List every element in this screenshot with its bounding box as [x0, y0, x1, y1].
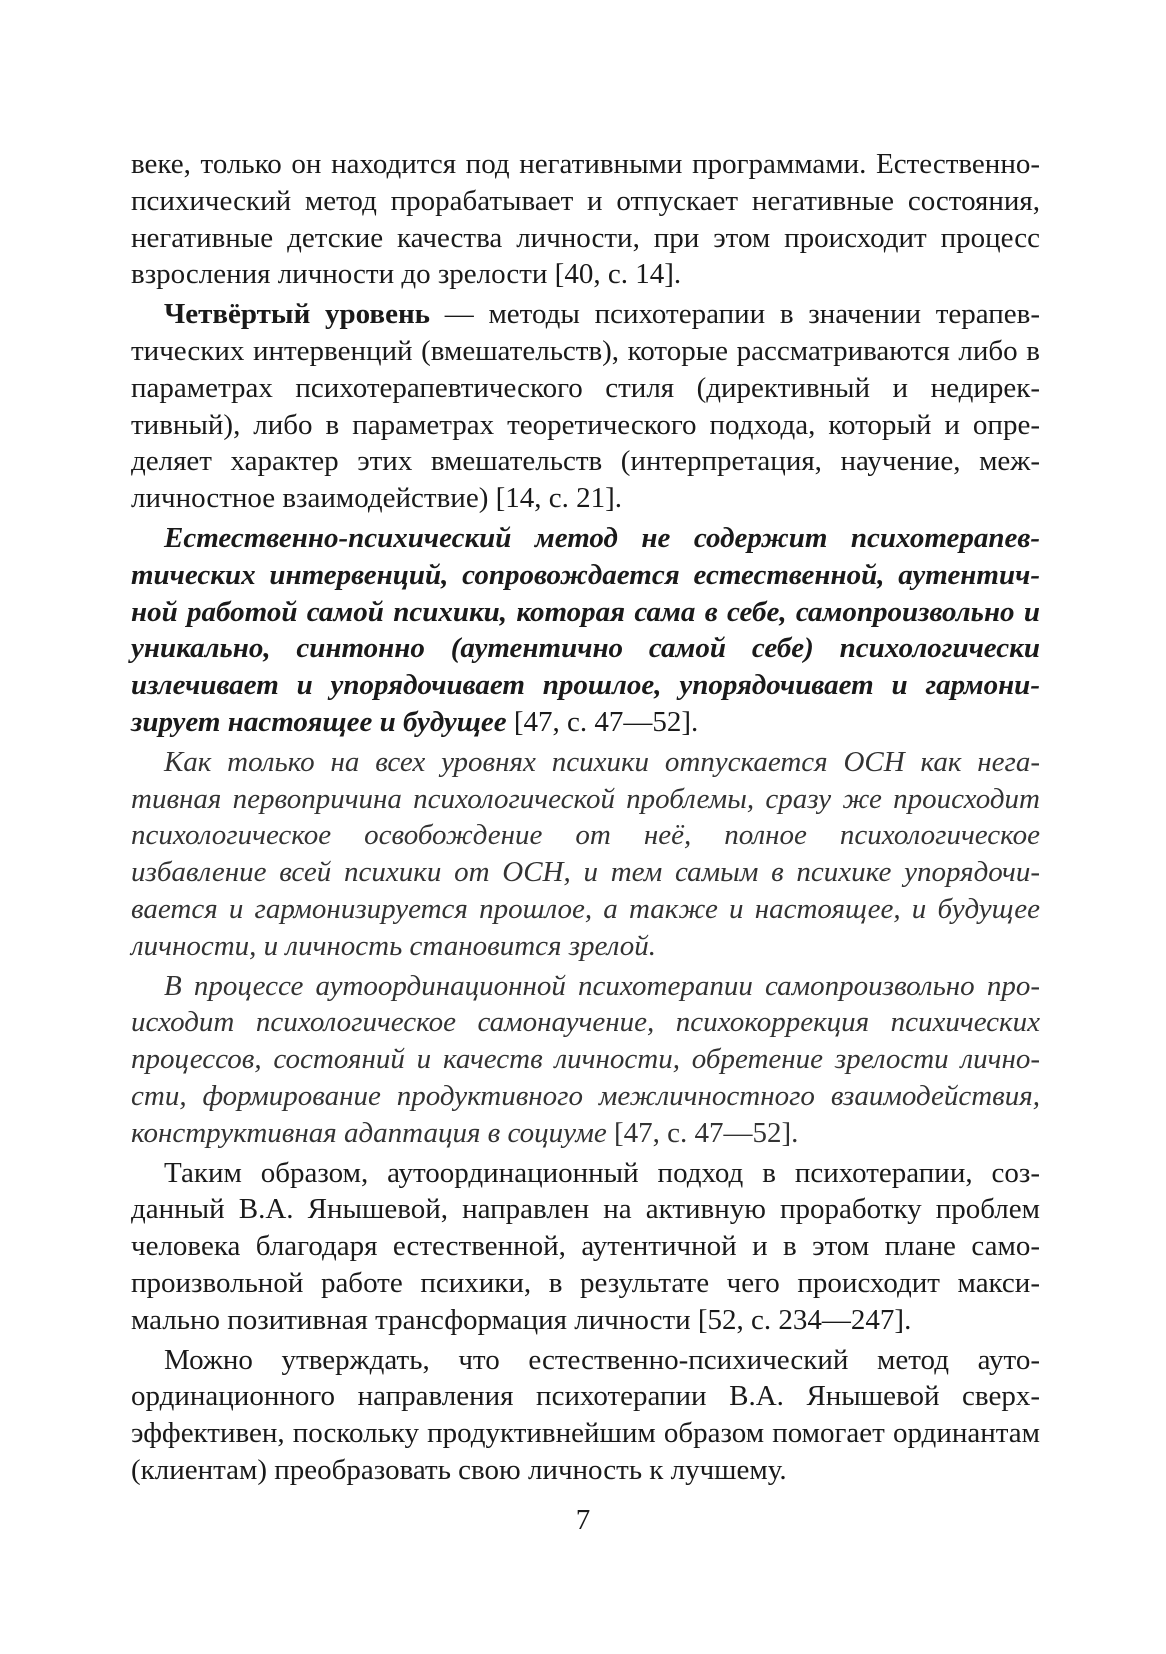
paragraph-lead-term: Четвёртый уровень	[164, 298, 430, 331]
page-number: 7	[575, 1504, 591, 1536]
paragraph-final: Можно утверждать, что естественно-психический метод аутоординационного направления психотерапии В.А. Янышевой сверхэффективен, поскольку продуктивнейшим образом помогает ординантам (клиентам) преобразовать свою личность к лучшему.	[131, 1343, 1040, 1486]
page-body-text	[131, 146, 1040, 1492]
citation-reference: [47, с. 47—52].	[506, 705, 699, 738]
paragraph-emphasis	[131, 520, 1040, 741]
paragraph-fourth-level	[131, 296, 1040, 517]
paragraph-body: — методы психотерапии в значении терапевтических интервенций (вмешательств), которые рассматриваются либо в параметрах психотерапевтического стиля (директивный и недирективный), либо в параметрах теоретического подхода, который и определяет характер этих вмешательств (интерпретация, научение, межличностное взаимодействие) [14, с. 21].	[131, 298, 1040, 515]
paragraph-conclusion: Таким образом, аутоординационный подход в психотерапии, созданный В.А. Янышевой, направлен на активную проработку проблем человека благодаря естественной, аутентичной и в этом плане самопроизвольной работе психики, в результате чего происходит максимально позитивная трансформация личности [52, с. 234—247].	[131, 1156, 1040, 1336]
paragraph-continuation: веке, только он находится под негативными программами. Естественно-психический метод прорабатывает и отпускает негативные состояния, негативные детские качества личности, при этом происходит процесс взросления личности до зрелости [40, с. 14].	[131, 148, 1040, 291]
citation-reference: [47, с. 47—52].	[606, 1116, 799, 1149]
paragraph-italic-process	[131, 968, 1040, 1152]
paragraph-italic-quote: Как только на всех уровнях психики отпускается ОСН как негативная первопричина психологической проблемы, сразу же происходит психологическое освобождение от неё, полное психологическое избавление всей психики от ОСН, и тем самым в психике упорядочивается и гармонизируется прошлое, а также и настоящее, и будущее личности, и личность становится зрелой.	[131, 745, 1040, 962]
emphasis-text: Естественно-психический метод не содержит психотерапевтических интервенций, сопровождается естественной, аутентичной работой самой психики, которая сама в себе, самопроизвольно и уникально, синтонно (аутентично самой себе) психологически излечивает и упорядочивает прошлое, упорядочивает и гармонизирует настоящее и будущее	[131, 521, 1040, 738]
italic-text: В процессе аутоординационной психотерапии самопроизвольно происходит психологическое самонаучение, психокоррекция психических процессов, состояний и качеств личности, обретение зрелости личности, формирование продуктивного межличностного взаимодействия, конструктивная адаптация в социуме	[131, 969, 1040, 1149]
